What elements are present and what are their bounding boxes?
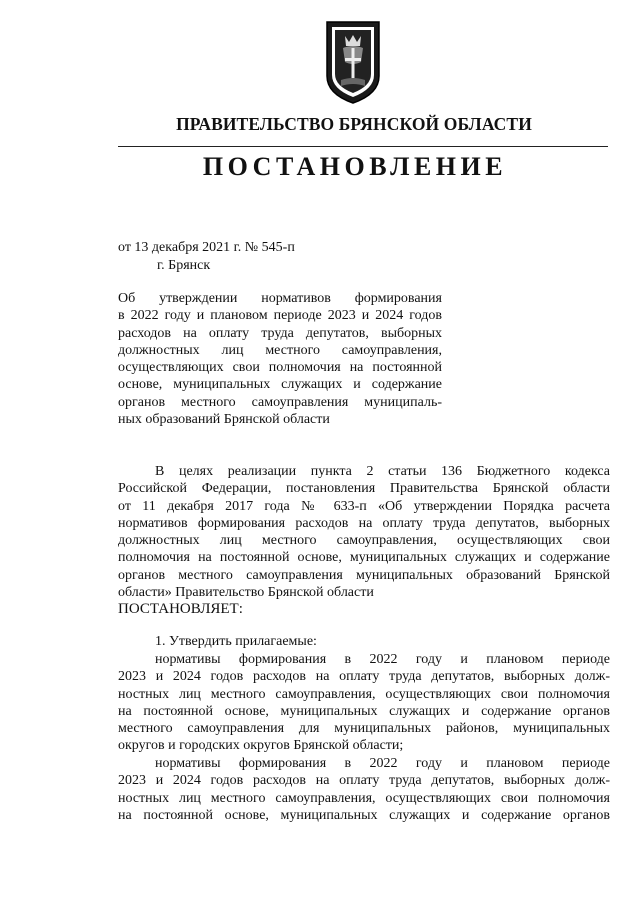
subject-line: Об утверждении нормативов формирования xyxy=(118,291,442,306)
resolves-heading: ПОСТАНОВЛЯЕТ: xyxy=(118,601,243,618)
preamble-line: Российской Федерации, постановления Правительства Брянской области xyxy=(118,481,610,497)
subject-line: осуществляющих свои полномочия на постоянной xyxy=(118,360,442,376)
subject-line: органов местного самоуправления муниципаль- xyxy=(118,394,442,410)
preamble xyxy=(118,463,610,619)
subject-line: расходов на оплату труда депутатов, выборных xyxy=(118,325,442,341)
preamble-line: В целях реализации пункта 2 статьи 136 Бюджетного кодекса xyxy=(155,464,610,479)
item1a-line: нормативы формирования в 2022 году и плановом периоде xyxy=(155,652,610,667)
item1a-line: округов и городских округов Брянской области; xyxy=(118,738,404,754)
header-divider xyxy=(118,146,608,147)
preamble-line: от 11 декабря 2017 года № 633-п «Об утверждении Порядка расчета xyxy=(118,498,610,514)
subject-line: ных образований Брянской области xyxy=(118,412,330,428)
item1-paragraph-a xyxy=(118,651,610,755)
coat-of-arms-emblem xyxy=(323,18,383,106)
item1b-line: ностных лиц местного самоуправления, осуществляющих свои полномочия xyxy=(118,790,610,806)
item1b-line: 2023 и 2024 годов расходов на оплату труда депутатов, выборных долж- xyxy=(118,773,610,789)
item1-title: 1. Утвердить прилагаемые: xyxy=(155,634,317,649)
item1b-line: нормативы формирования в 2022 году и плановом периоде xyxy=(155,756,610,771)
item1-paragraph-b xyxy=(118,755,610,824)
subject-line: в 2022 году и плановом периоде 2023 и 2024 годов xyxy=(118,308,442,324)
document-subject xyxy=(118,290,442,428)
city: г. Брянск xyxy=(157,258,211,273)
date-number: от 13 декабря 2021 г. № 545-п xyxy=(118,240,295,255)
government-title: ПРАВИТЕЛЬСТВО БРЯНСКОЙ ОБЛАСТИ xyxy=(176,114,532,134)
preamble-line: должностных лиц местного самоуправления, осуществляющих свои xyxy=(118,533,610,549)
document-type-title: ПОСТАНОВЛЕНИЕ xyxy=(202,152,508,181)
preamble-line: области» Правительство Брянской области xyxy=(118,585,374,601)
subject-line: основе, муниципальных служащих и содержание xyxy=(118,377,442,393)
item1a-line: местного самоуправления для муниципальных районов, муниципальных xyxy=(118,721,610,737)
preamble-line: нормативов формирования расходов на оплату труда депутатов, выборных xyxy=(118,515,610,531)
preamble-line: полномочия на постоянной основе, муниципальных служащих и содержание xyxy=(118,550,610,566)
preamble-line: органов местного самоуправления муниципальных образований Брянской xyxy=(118,567,610,583)
subject-line: должностных лиц местного самоуправления, xyxy=(118,342,442,358)
item1a-line: 2023 и 2024 годов расходов на оплату труда депутатов, выборных долж- xyxy=(118,669,610,685)
item1a-line: на постоянной основе, муниципальных служащих и содержание органов xyxy=(118,703,610,719)
item1b-line: на постоянной основе, муниципальных служащих и содержание органов xyxy=(118,807,610,823)
item1a-line: ностных лиц местного самоуправления, осуществляющих свои полномочия xyxy=(118,686,610,702)
